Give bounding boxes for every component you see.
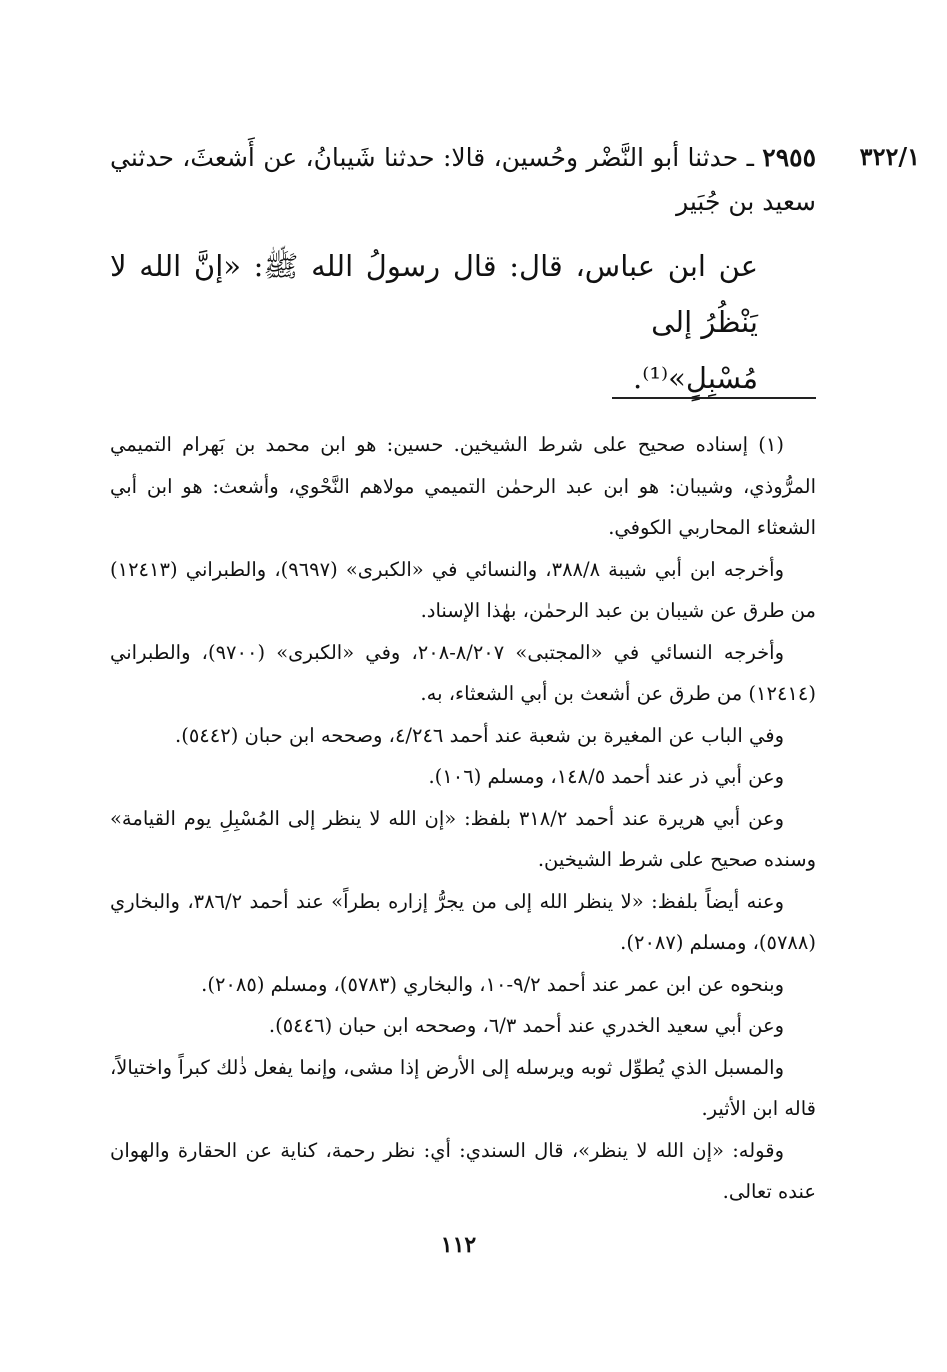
hadith-isnad [110, 136, 816, 224]
margin-volume-page-reference: ٣٢٢/١ [859, 142, 920, 171]
footnote-divider [612, 397, 816, 399]
footnote-paragraph: وقوله: «إن الله لا ينظر»، قال السندي: أي: نظر رحمة، كناية عن الحقارة والهوان عنده تعالى. [110, 1138, 816, 1203]
footnote-paragraph: والمسبل الذي يُطوِّل ثوبه ويرسله إلى الأرض إذا مشى، وإنما يفعل ذٰلك كبراً واختيالاً، قاله ابن الأثير. [110, 1055, 816, 1120]
hadith-matn-line-1: عن ابن عباس، قال: قال رسولُ الله ﷺ: «إنَّ الله لا يَنْظُرُ إلى [110, 249, 758, 339]
footnote-paragraph: وعن أبي سعيد الخدري عند أحمد ٦/٣، وصححه ابن حبان (٥٤٤٦). [268, 1014, 784, 1037]
footnotes-section [110, 424, 816, 1213]
footnote-paragraph: وعنه أيضاً بلفظ: «لا ينظر الله إلى من يجرُّ إزاره بطراً» عند أحمد ٣٨٦/٢، والبخاري (٥٧٨٨)، ومسلم (٢٠٨٧). [110, 889, 816, 954]
hadith-matn [110, 238, 816, 406]
hadith-matn-line-2: مُسْبِلٍ»⁽¹⁾. [633, 361, 758, 395]
page-number: ١١٢ [440, 1232, 477, 1258]
footnote-paragraph: وعن أبي ذر عند أحمد ١٤٨/٥، ومسلم (١٠٦). [428, 765, 784, 788]
footnote-paragraph: وأخرجه ابن أبي شيبة ٣٨٨/٨، والنسائي في «الكبرى» (٩٦٩٧)، والطبراني (١٢٤١٣) من طرق عن شيبان بن عبد الرحمٰن، بهٰذا الإسناد. [110, 557, 816, 622]
footnote-paragraph: وفي الباب عن المغيرة بن شعبة عند أحمد ٤/٢٤٦، وصححه ابن حبان (٥٤٤٢). [175, 723, 784, 747]
hadith-number: ٢٩٥٥ [762, 143, 816, 172]
footnote-paragraph: وعن أبي هريرة عند أحمد ٣١٨/٢ بلفظ: «إن الله لا ينظر إلى المُسْبِلِ يوم القيامة» وسنده صحيح على شرط الشيخين. [110, 806, 816, 871]
hadith-chain-text: ـ حدثنا أبو النَّضْر وحُسين، قالا: حدثنا شَيبانُ، عن أَشعثَ، حدثني سعيد بن جُبَير [110, 143, 816, 216]
footnote-paragraph: وأخرجه النسائي في «المجتبى» ٨/٢٠٧-٢٠٨، وفي «الكبرى» (٩٧٠٠)، والطبراني (١٢٤١٤) من طرق عن أشعث بن أبي الشعثاء، به. [110, 640, 816, 705]
footnote-paragraph: (١) إسناده صحيح على شرط الشيخين. حسين: هو ابن محمد بن بَهرام التميمي المرُّوذي، وشيبان: هو ابن عبد الرحمٰن التميمي مولاهم النَّحْوي، وأشعث: هو ابن أبي الشعثاء المحاربي الكوفي. [110, 433, 816, 539]
footnote-paragraph: وبنحوه عن ابن عمر عند أحمد ٩/٢-١٠، والبخاري (٥٧٨٣)، ومسلم (٢٠٨٥). [201, 972, 784, 996]
